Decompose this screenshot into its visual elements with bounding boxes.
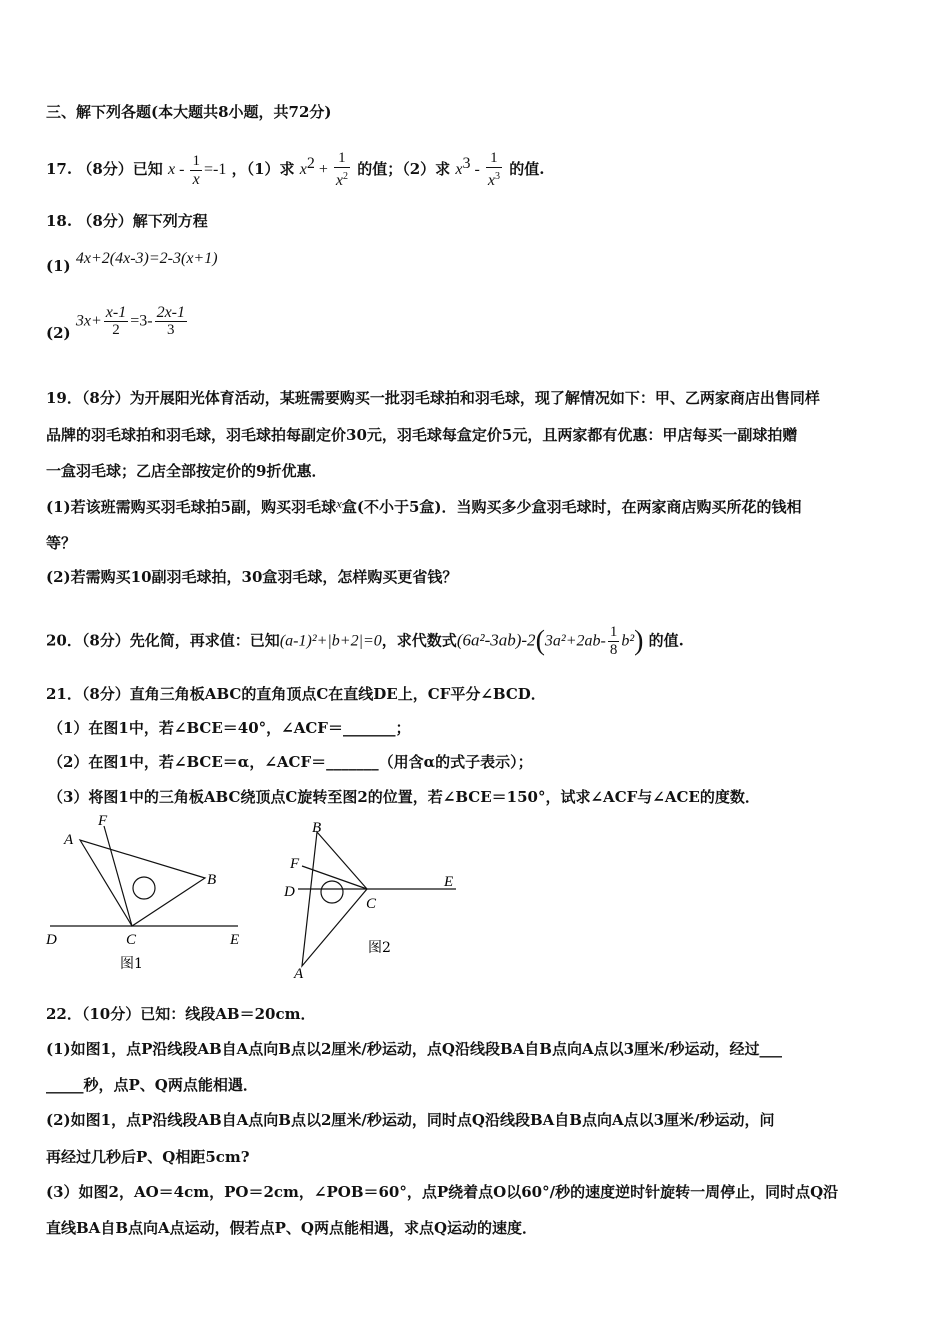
q19-line-2: 品牌的羽毛球拍和羽毛球，羽毛球拍每副定价30元，羽毛球每盒定价5元，且两家都有优惠：甲店每买一副球拍赠 — [46, 426, 798, 444]
q18-eq1-label: (1) — [46, 257, 71, 275]
fig2-label-f: F — [290, 856, 300, 872]
q19-line-3: 一盒羽毛球；乙店全部按定价的9折优惠． — [46, 462, 327, 480]
section-title: 三、解下列各题(本大题共8小题，共72分) — [46, 103, 332, 121]
q20-expr-c: b² — [621, 632, 635, 650]
q19-part-1-cont: 等？ — [46, 534, 77, 552]
q19-part-2: (2)若需购买10副羽毛球拍，30盒羽毛球，怎样购买更省钱？ — [46, 568, 458, 586]
q17-part1-label: ，（1）求 — [231, 160, 295, 178]
q18-eq2-fraction-1: $\frac{x-1}{2}$ — [105, 304, 127, 338]
q17-number: 17. — [46, 160, 73, 178]
fig1-caption: 图1 — [120, 956, 143, 972]
q17-part2-var: x — [455, 161, 463, 178]
fig1-label-a: A — [64, 832, 74, 848]
q17-part2-fraction: $\frac{1}{x^3}$ — [487, 150, 500, 189]
q22-part-1b: _____秒，点P、Q两点能相遇． — [46, 1076, 258, 1094]
q17-part2-tail: 的值. — [509, 160, 545, 178]
q21-part-2: （2）在图1中，若∠BCE＝α，∠ACF＝_______（用含α的式子表示）； — [48, 753, 533, 771]
q19-part-1 — [46, 497, 802, 518]
q20-head: 20．（8分）先化简，再求值：已知 — [46, 631, 280, 650]
fig2-triangle-abc — [302, 832, 367, 966]
q22-line-1: 22．（10分）已知：线段AB＝20cm． — [46, 1005, 316, 1023]
q17-score: （8分）已知 — [77, 160, 163, 178]
fig2-label-c: C — [366, 896, 377, 912]
fig2-label-b: B — [312, 820, 322, 836]
fig1-label-c: C — [126, 932, 137, 948]
q18-equation-1 — [46, 248, 218, 275]
q22-part-3a: (3）如图2，AO＝4cm，PO＝2cm，∠POB＝60°，点P绕着点O以60°/秒的速度逆时针旋转一周停止，同时点Q沿 — [46, 1183, 839, 1201]
q18-eq1-expr: 4x+2(4x-3)=2-3(x+1) — [75, 250, 218, 267]
q18-eq2-fraction-2: $\frac{2x-1}{3}$ — [156, 304, 186, 338]
q18-eq2-mid: =3- — [130, 312, 153, 330]
q21-part-1: （1）在图1中，若∠BCE＝40°，∠ACF＝_______； — [48, 719, 411, 737]
q22-part-3b: 直线BA自B点向A点运动，假若点P、Q两点能相遇，求点Q运动的速度． — [46, 1219, 538, 1237]
q22-part-2b: 再经过几秒后P、Q相距5cm? — [46, 1148, 250, 1166]
q19-p1-text-a: (1)若该班需购买羽毛球拍5副，购买羽毛球 — [46, 498, 337, 516]
figure-2 — [280, 818, 470, 983]
q18-eq2-label: (2) — [46, 323, 71, 342]
fig2-caption: 图2 — [368, 940, 391, 956]
q17-cond-fraction: $\frac{1}{x}$ — [192, 152, 200, 188]
fig1-label-d: D — [46, 932, 57, 948]
fig1-label-f: F — [98, 813, 108, 829]
q22-part-2a: (2)如图1，点P沿线段AB自A点向B点以2厘米/秒运动，同时点Q沿线段BA自B点向A点以3厘米/秒运动，问 — [46, 1111, 775, 1129]
q19-p1-var: x — [336, 496, 342, 511]
q21-part-3: （3）将图1中的三角板ABC绕顶点C旋转至图2的位置，若∠BCE＝150°，试求∠ACF与∠ACE的度数． — [48, 788, 760, 806]
q20-tail: 的值. — [648, 631, 684, 650]
q18-number: 18. — [46, 212, 73, 230]
fig1-label-e: E — [230, 932, 240, 948]
fig1-circle — [133, 877, 155, 899]
q18-title-text: （8分）解下列方程 — [77, 212, 208, 230]
fig2-circle — [321, 881, 343, 903]
q19-p1-text-b: 盒(不小于5盒)．当购买多少盒羽毛球时，在两家商店购买所花的钱相 — [341, 498, 802, 516]
fig2-label-d: D — [284, 884, 295, 900]
q18-equation-2 — [46, 304, 189, 342]
q19-line-1: 19．（8分）为开展阳光体育活动，某班需要购买一批羽毛球拍和羽毛球，现了解情况如下：甲、乙两家商店出售同样 — [46, 389, 820, 407]
q18-title — [46, 211, 208, 231]
q17-part1-fraction: $\frac{1}{x^2}$ — [335, 150, 348, 189]
q20-expr-b: 3a²+2ab- — [544, 632, 606, 650]
q17-part1-tail: 的值；（2）求 — [357, 160, 451, 178]
q17-cond-rhs: =-1 — [203, 161, 227, 178]
question-17: 17. （8分）已知 x - $\frac{1}{x}$ =-1 ，（1）求 $x^2$ + $\frac{1}{x^2}$ 的值；（2）求 $x^3$ - $\frac{1}{x^3}$ 的值. — [46, 150, 545, 189]
q20-expr-a: (6a²-3ab)-2 — [456, 630, 536, 650]
q22-part-1a: (1)如图1，点P沿线段AB自A点向B点以2厘米/秒运动，点Q沿线段BA自B点向A点以3厘米/秒运动，经过___ — [46, 1040, 783, 1058]
q17-cond-x: x — [168, 161, 176, 178]
q20-condition: (a-1)²+|b+2|=0 — [279, 632, 382, 650]
fig1-triangle-abc — [80, 840, 205, 926]
q20-mid: ，求代数式 — [381, 631, 457, 650]
q21-line-1: 21．（8分）直角三角板ABC的直角顶点C在直线DE上，CF平分∠BCD． — [46, 685, 546, 703]
q17-part1-var: x — [299, 161, 307, 178]
figure-1 — [40, 812, 250, 977]
fig1-ray-cf — [104, 826, 132, 926]
fig1-label-b: B — [207, 872, 217, 888]
question-20: 20．（8分）先化简，再求值：已知(a-1)²+|b+2|=0，求代数式(6a²-3ab)-2(3a²+2ab- $\frac{1}{8}$ b²) 的值. — [46, 624, 684, 658]
q18-eq2-lhs: 3x+ — [75, 312, 102, 330]
fig2-label-a: A — [294, 966, 304, 982]
fig2-label-e: E — [444, 874, 454, 890]
q20-fraction: $\frac{1}{8}$ — [609, 624, 618, 658]
